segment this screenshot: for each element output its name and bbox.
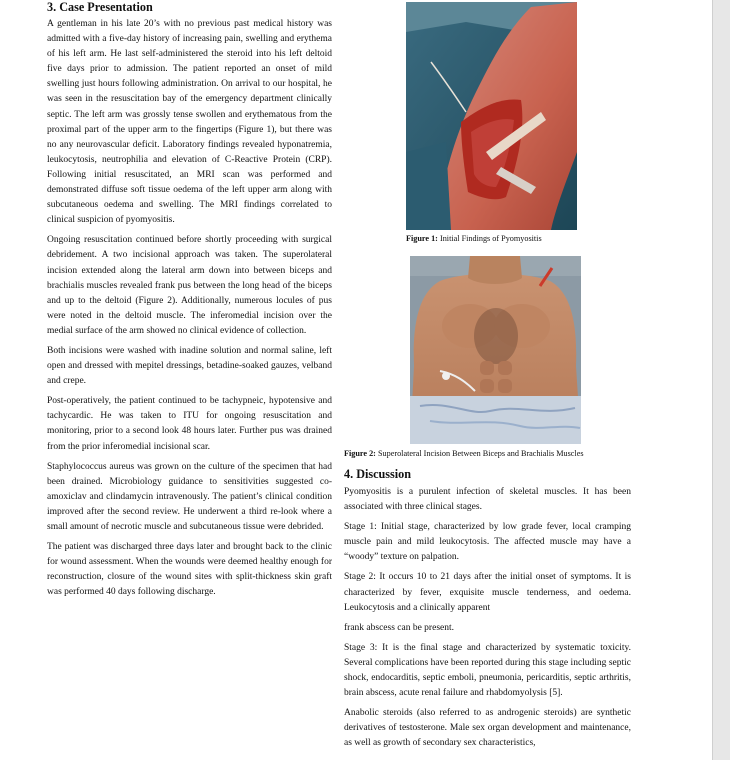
discussion-heading: 4. Discussion	[344, 467, 412, 481]
torso-image	[410, 256, 581, 444]
figure-1-photo	[406, 2, 577, 230]
discussion-paragraph-5: Stage 3: It is the final stage and characterized by systematic toxicity. Several complications have been reported during this stage including septic shock, endocarditis, septic emboli, pneumonia, pericarditis, septic arthritis, brain abscess, acute renal failure and rhabdomyolysis [5].	[344, 642, 631, 699]
case-presentation-heading: 3. Case Presentation	[47, 0, 153, 14]
case-paragraph-5: Staphylococcus aureus was grown on the culture of the specimen that had been drained. Microbiology guidance to sensitivities suggested co-amoxiclav and clindamycin intravenously. The patient’s clinical condition improved after the second review. He underwent a third re-look where a small amount of necrotic muscle and subcutaneous tissue were debrided.	[47, 461, 332, 532]
figure-2-label: Figure 2:	[344, 449, 376, 458]
case-paragraph-1: A gentleman in his late 20’s with no previous past medical history was admitted with a five-day history of increasing pain, swelling and erythema of his left arm. He last self-administered the steroid into his left deltoid five days prior to admission. The patient reported an onset of mild swelling just hours following administration. On arrival to our hospital, he was seen in the resuscitation bay of the emergency department clinically septic. The left arm was grossly tense swollen and erythematous from the proximal part of the upper arm to the fingertips (Figure 1), but there was no any neurovascular deficit. Laboratory findings revealed hyponatremia, leukocytosis, neutrophilia and elevation of C-Reactive Protein (CRP). Following initial resuscitated, an MRI scan was performed and demonstrated diffuse soft tissue oedema of the left upper arm along with subcutaneous oedema and swelling. The MRI findings correlated to clinical suspicion of pyomyositis.	[47, 19, 332, 226]
figure-2-caption	[344, 448, 644, 459]
viewer-scrollbar[interactable]	[712, 0, 730, 760]
figure-2-text: Superolateral Incision Between Biceps and Brachialis Muscles	[377, 449, 584, 458]
discussion-paragraph-2: Stage 1: Initial stage, characterized by low grade fever, local cramping muscle pain and mild leukocytosis. The affected muscle may have a “woody” texture on palpation.	[344, 522, 631, 563]
case-paragraph-2: Ongoing resuscitation continued before shortly proceeding with surgical debridement. A two incisional approach was taken. The superolateral incision extended along the lateral arm down into between biceps and brachialis muscles revealed frank pus between the long head of the biceps and up to the deltoid (Figure 2). Additionally, numerous locules of pus were noted in the deltoid muscle. The inferomedial incision over the medial surface of the arm showed no clinical evidence of collection.	[47, 235, 332, 336]
surgical-arm-image	[406, 2, 577, 230]
figure-1-text: Initial Findings of Pyomyositis	[439, 234, 542, 243]
case-paragraph-6: The patient was discharged three days later and brought back to the clinic for wound assessment. When the wounds were deemed healthy enough for reconstruction, closure of the wound sites with split-thickness skin graft was performed 40 days following discharge.	[47, 542, 332, 598]
case-presentation-section	[47, 0, 332, 600]
discussion-paragraph-1: Pyomyositis is a purulent infection of skeletal muscles. It has been associated with three clinical stages.	[344, 487, 631, 513]
figure-2-photo	[410, 256, 581, 444]
case-paragraph-4: Post-operatively, the patient continued to be tachypneic, hypotensive and tachycardic. He was taken to ITU for ongoing resuscitation and monitoring, prior to a second look 48 hours later. Further pus was drained from the prior inferomedial incisional scar.	[47, 396, 332, 452]
discussion-section	[344, 467, 631, 752]
discussion-paragraph-6: Anabolic steroids (also referred to as androgenic steroids) are synthetic derivatives of testosterone. Male sex organ development and maintenance, as well as growth of secondary sex characteristics,	[344, 708, 631, 749]
discussion-paragraph-4: frank abscess can be present.	[344, 622, 454, 633]
discussion-paragraph-3: Stage 2: It occurs 10 to 21 days after the initial onset of symptoms. It is characterized by fever, exquisite muscle tenderness, and oedema. Leukocytosis and a clinically apparent	[344, 572, 631, 613]
case-paragraph-3: Both incisions were washed with inadine solution and normal saline, left open and dressed with mepitel dressings, betadine-soaked gauzes, velband and crepe.	[47, 345, 332, 387]
figure-1-caption	[406, 233, 646, 244]
figure-1-label: Figure 1:	[406, 234, 438, 243]
